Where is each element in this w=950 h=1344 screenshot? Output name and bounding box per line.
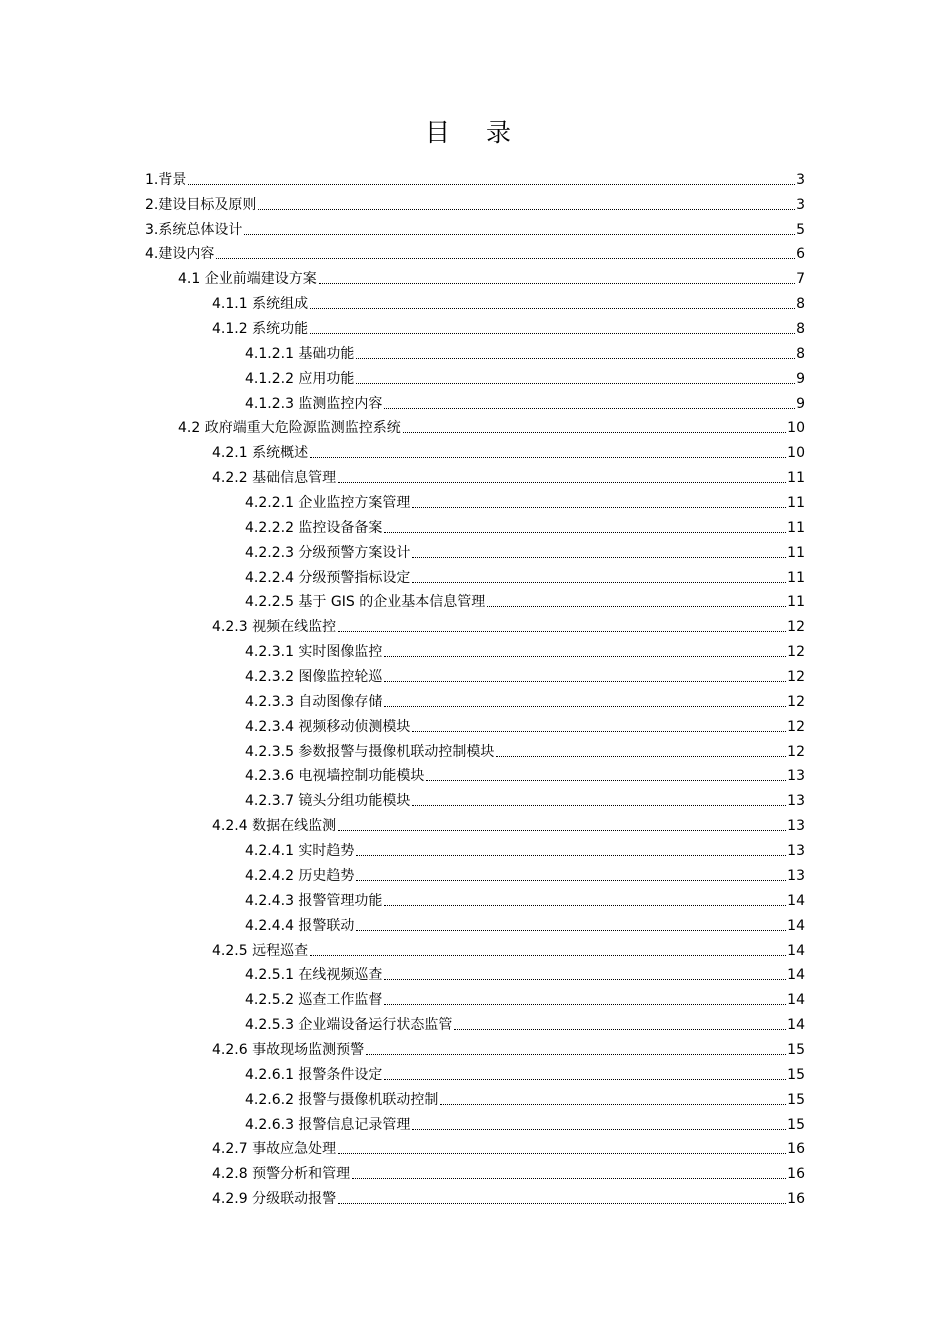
toc-dot-leader [356, 358, 795, 359]
toc-entry-label: 1.背景 [145, 171, 187, 188]
toc-dot-leader [244, 234, 795, 235]
toc-entry-label: 2.建设目标及原则 [145, 196, 257, 213]
toc-entry[interactable] [212, 1185, 805, 1210]
toc-page-number: 13 [787, 793, 805, 810]
toc-page-number: 14 [787, 917, 805, 934]
toc-entry[interactable] [212, 290, 805, 315]
toc-entry[interactable] [145, 241, 805, 266]
toc-page-number: 14 [787, 892, 805, 909]
toc-entry[interactable] [245, 763, 805, 788]
toc-entry[interactable] [245, 365, 805, 390]
toc-dot-leader [310, 333, 795, 334]
toc-entry[interactable] [212, 1160, 805, 1185]
toc-page-number: 3 [796, 196, 805, 213]
toc-entry[interactable] [245, 514, 805, 539]
toc-entry-label: 4.1.2 系统功能 [212, 321, 309, 338]
toc-entry[interactable] [245, 390, 805, 415]
toc-dot-leader [352, 1178, 786, 1179]
toc-entry[interactable] [245, 638, 805, 663]
toc-entry-label: 4.1.2.1 基础功能 [245, 345, 355, 362]
toc-entry[interactable] [178, 415, 805, 440]
toc-dot-leader [384, 408, 795, 409]
toc-page-number: 14 [787, 942, 805, 959]
page-title: 目 录 [425, 118, 525, 147]
toc-entry-label: 4.2.6.3 报警信息记录管理 [245, 1116, 411, 1133]
toc-page-number: 15 [787, 1116, 805, 1133]
toc-entry[interactable] [212, 439, 805, 464]
toc-entry[interactable] [245, 862, 805, 887]
toc-dot-leader [487, 606, 786, 607]
toc-page-number: 9 [796, 395, 805, 412]
toc-dot-leader [384, 905, 786, 906]
toc-entry[interactable] [245, 663, 805, 688]
toc-entry-label: 4.2.3.3 自动图像存储 [245, 693, 383, 710]
toc-page-number: 11 [787, 519, 805, 536]
toc-entry-label: 4.2.2.1 企业监控方案管理 [245, 495, 411, 512]
toc-entry[interactable] [245, 1061, 805, 1086]
toc-entry-label: 4.2.4.2 历史趋势 [245, 867, 355, 884]
toc-entry-label: 4.2.4 数据在线监测 [212, 818, 337, 835]
toc-page-number: 13 [787, 843, 805, 860]
toc-entry[interactable] [212, 937, 805, 962]
toc-entry-label: 4.2.5.3 企业端设备运行状态监管 [245, 1017, 453, 1034]
toc-page-number: 14 [787, 1017, 805, 1034]
toc-page-number: 13 [787, 867, 805, 884]
toc-page-number: 10 [787, 420, 805, 437]
toc-entry[interactable] [145, 166, 805, 191]
toc-page-number: 12 [787, 669, 805, 686]
toc-entry-label: 4.2.8 预警分析和管理 [212, 1166, 351, 1183]
toc-entry-label: 4.2.3.5 参数报警与摄像机联动控制模块 [245, 743, 495, 760]
toc-page-number: 15 [787, 1066, 805, 1083]
toc-dot-leader [384, 979, 786, 980]
toc-entry[interactable] [245, 837, 805, 862]
toc-entry[interactable] [245, 912, 805, 937]
toc-entry[interactable] [145, 191, 805, 216]
toc-entry-label: 4.2.5.1 在线视频巡查 [245, 967, 383, 984]
toc-entry-label: 4.2.3.4 视频移动侦测模块 [245, 718, 411, 735]
toc-entry[interactable] [245, 340, 805, 365]
toc-entry-label: 4.2.7 事故应急处理 [212, 1141, 337, 1158]
toc-entry-label: 4.1.2.3 监测监控内容 [245, 395, 383, 412]
toc-entry-label: 4.2.2.2 监控设备备案 [245, 519, 383, 536]
toc-dot-leader [258, 209, 795, 210]
toc-entry[interactable] [245, 564, 805, 589]
toc-entry-label: 4.2.1 系统概述 [212, 445, 309, 462]
toc-entry-label: 4.1.1 系统组成 [212, 296, 309, 313]
toc-dot-leader [440, 1104, 786, 1105]
toc-page-number: 11 [787, 470, 805, 487]
toc-page-number: 15 [787, 1091, 805, 1108]
toc-page-number: 16 [787, 1166, 805, 1183]
toc-entry[interactable] [212, 464, 805, 489]
toc-page-number: 12 [787, 718, 805, 735]
toc-dot-leader [338, 1203, 786, 1204]
toc-dot-leader [384, 681, 786, 682]
toc-dot-leader [412, 805, 786, 806]
toc-entry[interactable] [245, 1011, 805, 1036]
toc-page-number: 11 [787, 544, 805, 561]
toc-page-number: 6 [796, 246, 805, 263]
toc-dot-leader [356, 880, 786, 881]
toc-dot-leader [338, 830, 786, 831]
toc-dot-leader [403, 432, 786, 433]
toc-dot-leader [356, 930, 786, 931]
toc-entry-label: 4.2.3 视频在线监控 [212, 619, 337, 636]
toc-page-number: 5 [796, 221, 805, 238]
toc-entry[interactable] [245, 986, 805, 1011]
toc-page-number: 12 [787, 743, 805, 760]
toc-entry[interactable] [212, 315, 805, 340]
toc-entry-label: 4.2.9 分级联动报警 [212, 1191, 337, 1208]
toc-entry-label: 4.2.4.1 实时趋势 [245, 843, 355, 860]
toc-page-number: 10 [787, 445, 805, 462]
toc-entry-label: 4.2.4.3 报警管理功能 [245, 892, 383, 909]
toc-page-number: 11 [787, 594, 805, 611]
toc-page-number: 3 [796, 171, 805, 188]
toc-entry[interactable] [245, 738, 805, 763]
toc-entry-label: 4.2.5 远程巡查 [212, 942, 309, 959]
toc-page-number: 12 [787, 693, 805, 710]
toc-page-number: 8 [796, 296, 805, 313]
toc-page-number: 12 [787, 644, 805, 661]
toc-dot-leader [384, 1079, 786, 1080]
toc-entry-label: 4.2.3.7 镜头分组功能模块 [245, 793, 411, 810]
toc-dot-leader [310, 457, 786, 458]
toc-page-number: 9 [796, 370, 805, 387]
toc-entry-label: 4.2.2.4 分级预警指标设定 [245, 569, 411, 586]
toc-page-number: 16 [787, 1141, 805, 1158]
toc-page-number: 13 [787, 768, 805, 785]
toc-dot-leader [412, 507, 786, 508]
toc-entry[interactable] [245, 1111, 805, 1136]
toc-entry-label: 4.2.5.2 巡查工作监督 [245, 992, 383, 1009]
toc-page-number: 8 [796, 321, 805, 338]
toc-dot-leader [310, 308, 795, 309]
toc-entry[interactable] [212, 613, 805, 638]
toc-dot-leader [310, 955, 786, 956]
toc-entry[interactable] [178, 265, 805, 290]
toc-page-number: 14 [787, 967, 805, 984]
toc-entry-label: 4.2.6.2 报警与摄像机联动控制 [245, 1091, 439, 1108]
toc-entry-label: 4.2.3.1 实时图像监控 [245, 644, 383, 661]
toc-entry-label: 4.2.3.2 图像监控轮巡 [245, 669, 383, 686]
toc-dot-leader [356, 383, 795, 384]
toc-entry-label: 4.2 政府端重大危险源监测监控系统 [178, 420, 401, 437]
toc-entry-label: 4.2.4.4 报警联动 [245, 917, 355, 934]
toc-dot-leader [319, 283, 795, 284]
toc-entry[interactable] [245, 539, 805, 564]
toc-dot-leader [356, 855, 786, 856]
toc-entry-label: 4.1.2.2 应用功能 [245, 370, 355, 387]
toc-page-number: 8 [796, 345, 805, 362]
toc-page-number: 11 [787, 569, 805, 586]
toc-dot-leader [384, 1004, 786, 1005]
toc-entry-label: 4.1 企业前端建设方案 [178, 271, 317, 288]
toc-page-number: 15 [787, 1041, 805, 1058]
toc-dot-leader [412, 582, 786, 583]
toc-entry[interactable] [245, 788, 805, 813]
toc-dot-leader [412, 557, 786, 558]
toc-dot-leader [338, 631, 786, 632]
toc-page-number: 12 [787, 619, 805, 636]
toc-entry-label: 4.2.6.1 报警条件设定 [245, 1066, 383, 1083]
toc-entry-label: 4.2.3.6 电视墙控制功能模块 [245, 768, 425, 785]
toc-entry[interactable] [212, 1036, 805, 1061]
toc-page-number: 11 [787, 495, 805, 512]
toc-dot-leader [384, 656, 786, 657]
toc-dot-leader [366, 1054, 786, 1055]
toc-page-number: 7 [796, 271, 805, 288]
toc-entry-label: 4.2.2.3 分级预警方案设计 [245, 544, 411, 561]
toc-entry[interactable] [245, 1086, 805, 1111]
toc-dot-leader [384, 532, 786, 533]
toc-entry[interactable] [212, 812, 805, 837]
toc-entry[interactable] [245, 962, 805, 987]
toc-entry[interactable] [245, 589, 805, 614]
toc-entry-label: 3.系统总体设计 [145, 221, 243, 238]
toc-dot-leader [454, 1029, 786, 1030]
toc-dot-leader [412, 1129, 786, 1130]
toc-dot-leader [216, 258, 795, 259]
toc-entry[interactable] [245, 887, 805, 912]
toc-entry-label: 4.2.6 事故现场监测预警 [212, 1041, 365, 1058]
toc-entry-label: 4.2.2.5 基于 GIS 的企业基本信息管理 [245, 594, 486, 611]
toc-entry[interactable] [245, 688, 805, 713]
toc-dot-leader [496, 756, 786, 757]
toc-page-number: 13 [787, 818, 805, 835]
toc-entry[interactable] [245, 713, 805, 738]
toc-dot-leader [384, 706, 786, 707]
toc-entry[interactable] [145, 216, 805, 241]
toc-dot-leader [426, 780, 786, 781]
toc-entry-label: 4.2.2 基础信息管理 [212, 470, 337, 487]
toc-entry[interactable] [245, 489, 805, 514]
toc-dot-leader [338, 1153, 786, 1154]
toc-dot-leader [338, 482, 786, 483]
toc-dot-leader [412, 731, 786, 732]
toc-entry-label: 4.建设内容 [145, 246, 215, 263]
toc-page-number: 14 [787, 992, 805, 1009]
toc-page-number: 16 [787, 1191, 805, 1208]
toc-entry[interactable] [212, 1136, 805, 1161]
toc-dot-leader [188, 184, 795, 185]
